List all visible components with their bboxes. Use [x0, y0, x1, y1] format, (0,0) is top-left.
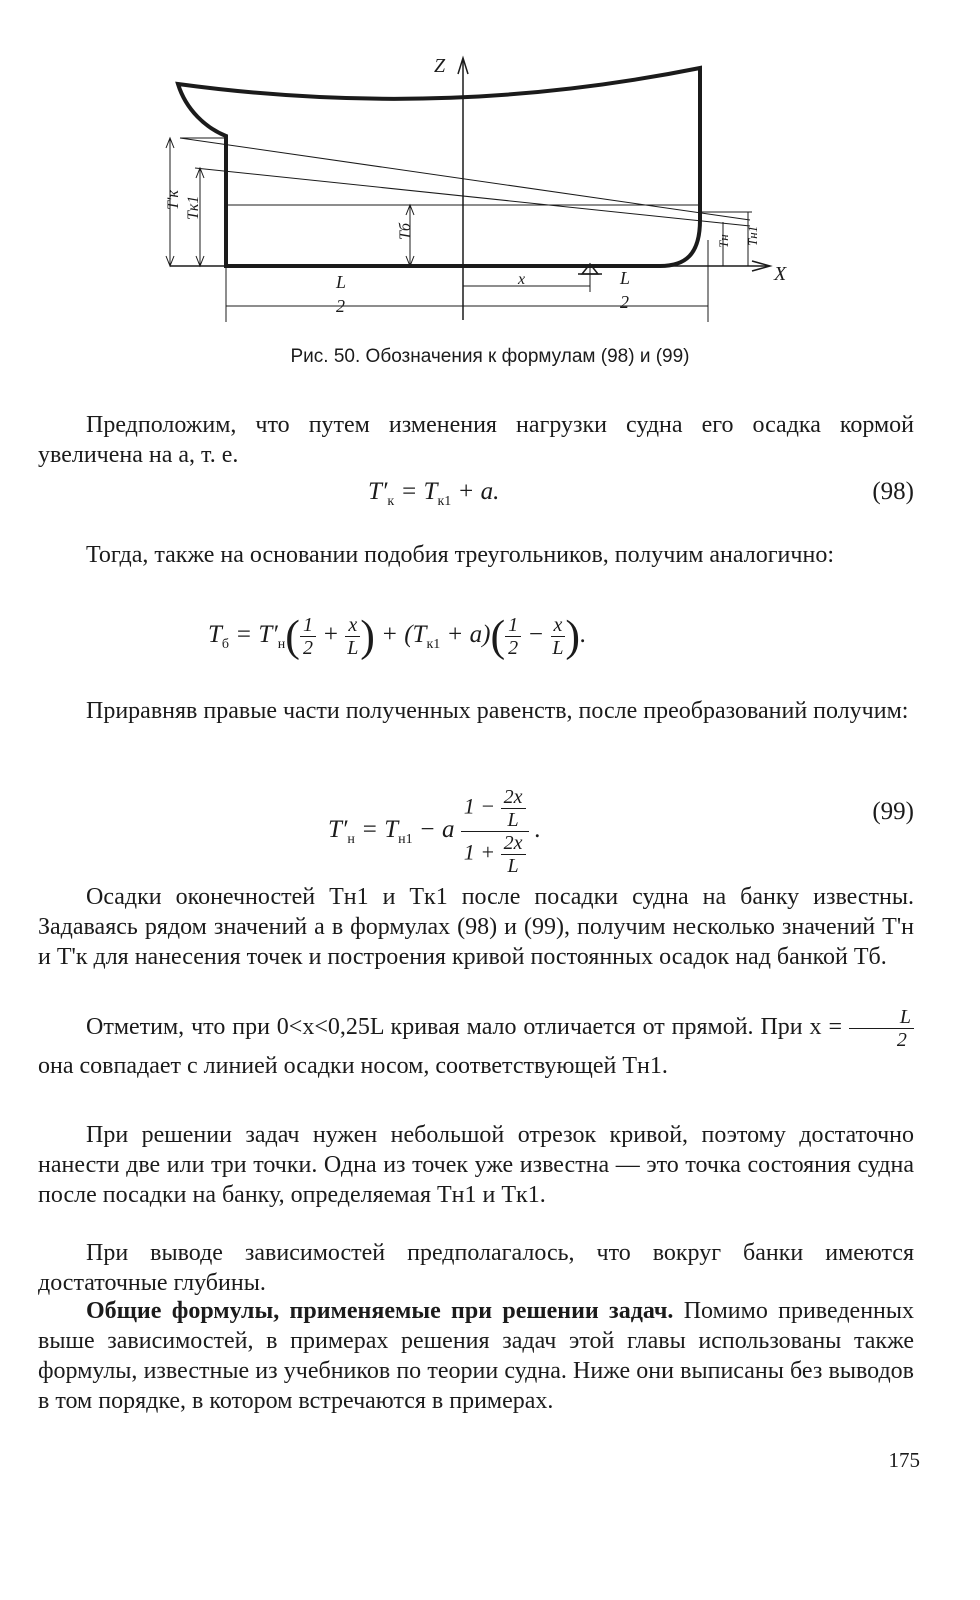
- label-half-right-denom: 2: [620, 292, 629, 312]
- figure-caption: Рис. 50. Обозначения к формулам (98) и (99): [290, 346, 690, 367]
- paragraph-4: Осадки оконечностей Tн1 и Tк1 после посадки судна на банку известны. Задаваясь рядом значений a в формулах (98) и (99), получим несколько значений T'н и T'к для нанесения точек и построения кривой постоянных осадок над банкой Tб.: [38, 884, 914, 970]
- waterline-tk1: [195, 168, 750, 226]
- paragraph-2: Тогда, также на основании подобия треугольников, получим аналогично:: [86, 542, 834, 568]
- equation-tb: $T_б = T'_н$( $\frac{1}{2}$ + $\frac{x}{L}$ ) + $(T_{к1} + a)$( $\frac{1}{2}$ − $\frac{x}{L}$ ).: [208, 611, 587, 661]
- paragraph-8: Общие формулы, применяемые при решении задач. Помимо приведенных выше зависимостей, в примерах решения задач этой главы использованы также формулы, известные из учебников по теории судна. Ниже они выписаны без выводов в том порядке, в котором встречаются в примерах.: [38, 1298, 915, 1414]
- label-x: x: [518, 271, 526, 288]
- hull-outline: [178, 68, 700, 266]
- equation-98-number: (98): [872, 478, 914, 505]
- label-tk-prime: T'к: [165, 190, 182, 210]
- label-tn: Tн: [716, 234, 731, 248]
- label-tn1: Tн1: [745, 225, 760, 246]
- label-z: Z: [434, 55, 446, 77]
- label-half-left: L: [336, 272, 347, 292]
- paragraph-3: Приравняв правые части полученных равенств, после преобразований получим:: [86, 698, 909, 724]
- equation-98: $T'_к = T_{к1} + a$. (98): [368, 478, 914, 509]
- equation-99: $T'_н = T_{н1} - a$ 1 − $\frac{2x}{L}$ 1 + $\frac{2x}{L}$ . (99): [328, 786, 914, 877]
- waterline-tk-prime: [180, 138, 750, 220]
- paragraph-7: При выводе зависимостей предполагалось, что вокруг банки имеются достаточные глубины.: [38, 1240, 914, 1296]
- paragraph-1: Предположим, что путем изменения нагрузки судна его осадка кормой увеличена на a, т. е.: [38, 412, 914, 468]
- label-tb: Tб: [397, 223, 414, 240]
- label-half-right: L: [620, 268, 631, 288]
- paragraph-5: Отметим, что при 0<x<0,25L кривая мало отличается от прямой. При x = $\frac{L}{2}$ она совпадает с линией осадки носом, соответствующей Tн1.: [38, 1006, 914, 1081]
- label-x-axis: X: [774, 263, 787, 285]
- page-number: 175: [888, 1448, 920, 1472]
- label-half-left-denom: 2: [336, 296, 345, 316]
- equation-99-number: (99): [872, 798, 914, 825]
- ship-draft-diagram: [120, 40, 820, 340]
- paragraph-6: При решении задач нужен небольшой отрезок кривой, поэтому достаточно нанести две или три точки. Одна из точек уже известна — это точка состояния судна после посадки на банку, определяемая Tн1 и Tк1.: [38, 1122, 914, 1208]
- label-tk1: Tк1: [185, 195, 202, 220]
- section-heading: Общие формулы, применяемые при решении задач.: [86, 1298, 674, 1324]
